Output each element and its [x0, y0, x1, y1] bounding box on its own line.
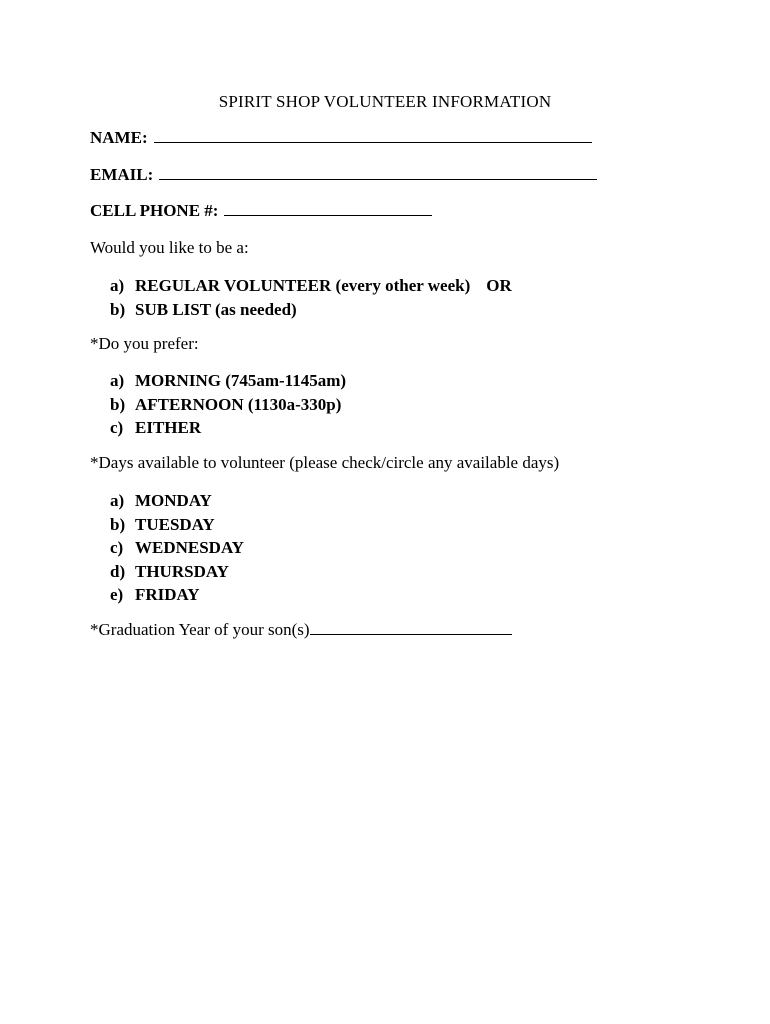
option-label: FRIDAY — [135, 585, 200, 604]
option-label: MORNING (745am-1145am) — [135, 371, 347, 390]
time-option-morning[interactable] — [110, 369, 346, 393]
cell-phone-blank-line[interactable] — [224, 201, 432, 216]
graduation-blank-line[interactable] — [310, 620, 512, 635]
option-label: MONDAY — [135, 491, 212, 510]
name-label: NAME: — [90, 128, 148, 147]
days-prompt: *Days available to volunteer (please check/circle any available days) — [90, 453, 560, 472]
option-marker: b) — [110, 299, 126, 319]
option-label: TUESDAY — [135, 514, 215, 534]
option-label: AFTERNOON (1130a-330p) — [135, 394, 342, 414]
option-marker: b) — [110, 514, 126, 534]
email-field-row — [90, 165, 597, 185]
or-text: OR — [486, 276, 512, 295]
option-marker: a) — [110, 491, 125, 510]
volunteer-option-sub-list[interactable] — [110, 298, 512, 322]
cell-phone-field-row — [90, 201, 432, 221]
option-label: SUB LIST (as needed) — [135, 299, 297, 319]
days-list — [110, 489, 244, 607]
day-option-friday[interactable] — [110, 583, 244, 607]
name-blank-line[interactable] — [154, 128, 592, 143]
volunteer-option-regular[interactable] — [110, 274, 512, 298]
graduation-label: *Graduation Year of your son(s) — [90, 620, 310, 639]
day-option-monday[interactable] — [110, 489, 244, 513]
option-marker: c) — [110, 538, 124, 557]
email-label: EMAIL: — [90, 165, 154, 184]
day-option-thursday[interactable] — [110, 560, 244, 584]
option-label: WEDNESDAY — [135, 538, 244, 557]
cell-phone-label: CELL PHONE #: — [90, 201, 219, 220]
day-option-tuesday[interactable] — [110, 513, 244, 537]
graduation-field-row — [90, 620, 512, 640]
option-marker: a) — [110, 371, 125, 390]
option-marker: c) — [110, 418, 124, 437]
time-option-either[interactable] — [110, 416, 346, 440]
time-preference-list — [110, 369, 346, 440]
option-marker: d) — [110, 561, 126, 581]
form-title: SPIRIT SHOP VOLUNTEER INFORMATION — [218, 92, 552, 111]
option-marker: b) — [110, 394, 126, 414]
option-label: THURSDAY — [135, 561, 229, 581]
volunteer-type-prompt: Would you like to be a: — [90, 238, 249, 257]
option-marker: e) — [110, 585, 124, 604]
volunteer-type-list — [110, 274, 512, 321]
option-label: REGULAR VOLUNTEER (every other week) — [135, 276, 471, 295]
time-preference-prompt: *Do you prefer: — [90, 334, 199, 353]
name-field-row — [90, 128, 592, 148]
option-marker: a) — [110, 276, 125, 295]
time-option-afternoon[interactable] — [110, 393, 346, 417]
day-option-wednesday[interactable] — [110, 536, 244, 560]
option-label: EITHER — [135, 418, 202, 437]
email-blank-line[interactable] — [159, 165, 597, 180]
